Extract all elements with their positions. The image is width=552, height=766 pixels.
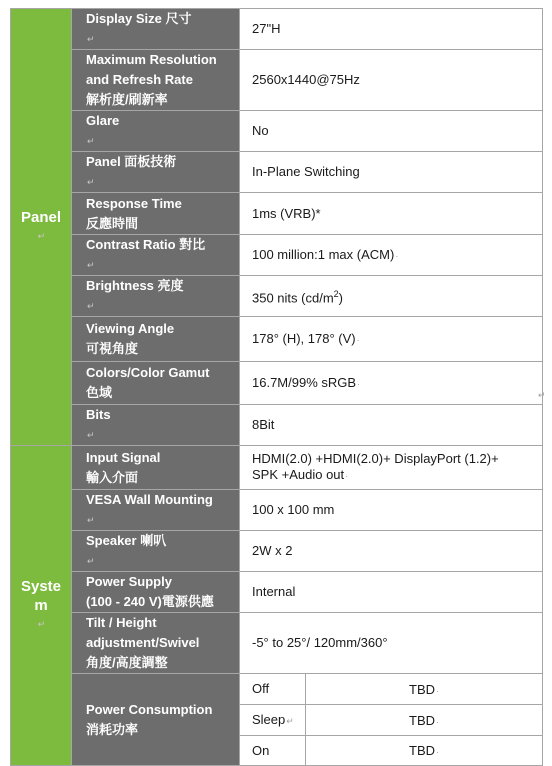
table-row (11, 531, 543, 572)
category-panel-label: Panel (20, 209, 62, 226)
label-colors: Colors/Color Gamut 色域 (72, 362, 240, 405)
power-mode-on: On (240, 736, 306, 766)
label-input-signal: Input Signal 輸入介面 (72, 446, 240, 490)
value-tilt: -5° to 25°/ 120mm/360° (240, 613, 543, 674)
label-power-consumption: Power Consumption 消耗功率 (72, 674, 240, 766)
category-system: Syste m ↵ (11, 446, 72, 766)
table-row (11, 50, 543, 111)
power-value-sleep: TBD· (306, 705, 543, 736)
value-colors: 16.7M/99% sRGB· (240, 362, 543, 405)
label-viewing-angle: Viewing Angle 可視角度 (72, 317, 240, 362)
label-display-size: Display Size 尺寸 ↵ (72, 9, 240, 50)
table-row (11, 152, 543, 193)
value-bits: 8Bit (240, 405, 543, 446)
table-row (11, 446, 543, 490)
table-row (11, 490, 543, 531)
power-mode-sleep: Sleep↵ (240, 705, 306, 736)
value-vesa: 100 x 100 mm (240, 490, 543, 531)
label-contrast-ratio: Contrast Ratio 對比 ↵ (72, 235, 240, 276)
power-value-off: TBD· (306, 674, 543, 705)
value-response-time: 1ms (VRB)* (240, 193, 543, 235)
label-panel-tech: Panel 面板技術 ↵ (72, 152, 240, 193)
value-contrast-ratio: 100 million:1 max (ACM)· (240, 235, 543, 276)
value-glare: No (240, 111, 543, 152)
paragraph-mark: ↵ (538, 390, 546, 400)
table-row (11, 674, 543, 705)
power-value-on: TBD· (306, 736, 543, 766)
label-bits: Bits ↵ (72, 405, 240, 446)
table-row (11, 111, 543, 152)
label-vesa: VESA Wall Mounting ↵ (72, 490, 240, 531)
table-row (11, 276, 543, 317)
table-row (11, 317, 543, 362)
value-brightness: 350 nits $(cd/m^2)$ (240, 276, 543, 317)
label-speaker: Speaker 喇叭 ↵ (72, 531, 240, 572)
label-brightness: Brightness 亮度 ↵ (72, 276, 240, 317)
table-row (11, 405, 543, 446)
table-row (11, 572, 543, 613)
table-row (11, 613, 543, 674)
value-input-signal: HDMI(2.0) +HDMI(2.0)+ DisplayPort (1.2)+ SPK +Audio out· (240, 446, 543, 490)
label-response-time: Response Time 反應時間 (72, 193, 240, 235)
table-row (11, 193, 543, 235)
table-row (11, 362, 543, 405)
spec-table (10, 8, 543, 766)
table-row (11, 9, 543, 50)
value-power-supply: Internal (240, 572, 543, 613)
label-tilt: Tilt / Height adjustment/Swivel 角度/高度調整 (72, 613, 240, 674)
power-mode-off: Off (240, 674, 306, 705)
label-power-supply: Power Supply (100 - 240 V)電源供應 (72, 572, 240, 613)
label-glare: Glare ↵ (72, 111, 240, 152)
value-panel-tech: In-Plane Switching (240, 152, 543, 193)
value-speaker: 2W x 2 (240, 531, 543, 572)
value-display-size: 27"H (240, 9, 543, 50)
value-max-resolution: 2560x1440@75Hz (240, 50, 543, 111)
value-viewing-angle: 178° (H), 178° (V)· (240, 317, 543, 362)
table-row (11, 235, 543, 276)
label-max-resolution: Maximum Resolution and Refresh Rate 解析度/刷新率 (72, 50, 240, 111)
category-panel: Panel ↵ (11, 9, 72, 446)
